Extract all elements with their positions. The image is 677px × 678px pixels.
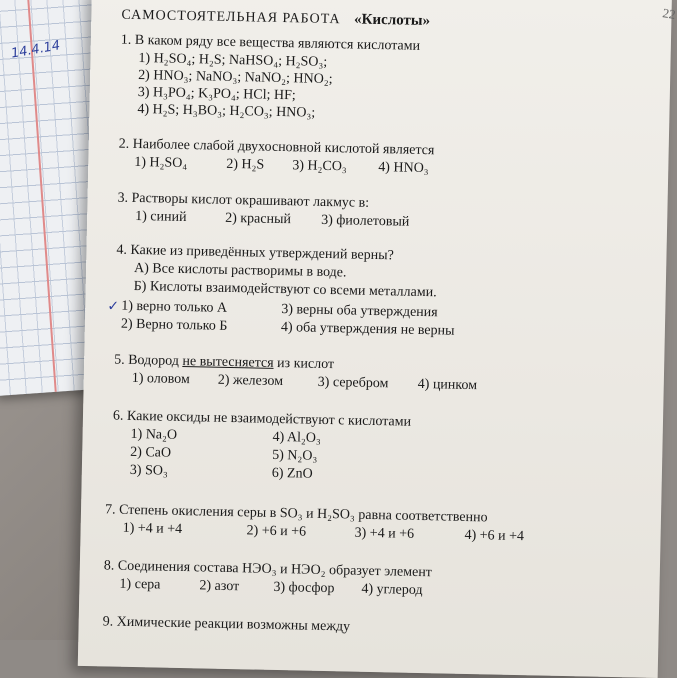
q1-option-4: 4) H₂S; H₃BO₃; H₂CO₃; HNO₃; <box>137 101 316 121</box>
q5-option-2: 2) железом <box>217 372 284 390</box>
q4-statement-a: А) Все кислоты растворимы в воде. <box>133 260 347 281</box>
worksheet-title <box>121 7 430 30</box>
question-1: 1. В каком ряду все вещества являются кислотами <box>120 32 421 54</box>
question-3: 3. Растворы кислот окрашивают лакмус в: <box>117 190 370 211</box>
q5-option-4: 4) цинком <box>417 376 478 394</box>
q1-option-1: 1) H₂SO₄; H₂S; NaHSO₄; H₂SO₃; <box>138 50 328 70</box>
question-4: 4. Какие из приведённых утверждений верны? <box>116 242 394 264</box>
q2-option-3: 3) H₂CO₃ <box>292 158 347 175</box>
q5-text-end: из кислот <box>273 355 335 373</box>
question-5 <box>114 353 334 374</box>
q4-option-4: 4) оба утверждения не верны <box>280 320 455 339</box>
page-number: 22 <box>661 5 677 23</box>
q8-option-1: 1) сера <box>119 576 161 593</box>
q8-option-2: 2) азот <box>199 578 240 595</box>
q4-option-3: 3) верны оба утверждения <box>281 302 438 321</box>
q7-option-2: 2) +6 и +6 <box>246 523 307 540</box>
q6-option-2: 2) CaO <box>130 444 172 461</box>
q5-option-1: 1) оловом <box>131 370 191 388</box>
question-8: 8. Соединения состава НЭО₃ и НЭО₂ образует элемент <box>103 558 433 581</box>
q3-option-1: 1) синий <box>135 208 187 226</box>
q5-option-3: 3) серебром <box>317 374 389 392</box>
margin-line <box>25 0 56 392</box>
q5-underlined-text: не вытесняется <box>182 353 274 371</box>
q4-option-1: 1) верно только А <box>121 298 228 316</box>
handwritten-date: 14.4.14 <box>9 38 62 62</box>
q7-option-4: 4) +6 и +4 <box>464 527 525 545</box>
q2-option-2: 2) H₂S <box>226 156 265 173</box>
question-9: 9. Химические реакции возможны между <box>102 614 351 635</box>
q6-option-6: 6) ZnO <box>271 465 313 482</box>
question-2: 2. Наиболее слабой двухосновной кислотой является <box>118 136 435 159</box>
question-7: 7. Степень окисления серы в SO₃ и H₂SO₃ равна соответственно <box>104 502 488 526</box>
q1-option-3: 3) H₃PO₄; K₃PO₄; HCl; HF; <box>137 84 296 104</box>
q6-option-4: 4) Al₂O₃ <box>272 429 321 446</box>
worksheet-paper <box>78 0 677 678</box>
q6-option-5: 5) N₂O₃ <box>272 447 318 464</box>
q4-statement-b: Б) Кислоты взаимодействуют со всеми металлами. <box>133 278 437 301</box>
q8-option-4: 4) углерод <box>361 581 423 599</box>
q6-option-3: 3) SO₃ <box>129 462 168 479</box>
worksheet-content <box>102 6 652 635</box>
q3-option-2: 2) красный <box>225 210 292 228</box>
title-prefix: САМОСТОЯТЕЛЬНАЯ РАБОТА <box>121 7 341 28</box>
q1-option-2: 2) HNO₃; NaNO₃; NaNO₂; HNO₂; <box>137 67 333 88</box>
q6-option-1: 1) Na₂O <box>130 426 178 443</box>
q7-option-1: 1) +4 и +4 <box>122 520 183 538</box>
q5-text-start: 5. Водород <box>114 352 183 369</box>
q3-option-3: 3) фиолетовый <box>320 212 410 230</box>
q4-option-2: 2) Верно только Б <box>120 316 228 334</box>
q7-option-3: 3) +4 и +6 <box>354 525 415 542</box>
checkmark-icon: ✓ <box>107 298 120 315</box>
title-topic: «Кислоты» <box>353 11 431 30</box>
q2-option-4: 4) HNO₃ <box>378 160 429 177</box>
q8-option-3: 3) фосфор <box>273 579 335 597</box>
question-6: 6. Какие оксиды не взаимодействуют с кислотами <box>112 408 412 430</box>
q2-option-1: 1) H₂SO₄ <box>134 154 188 172</box>
